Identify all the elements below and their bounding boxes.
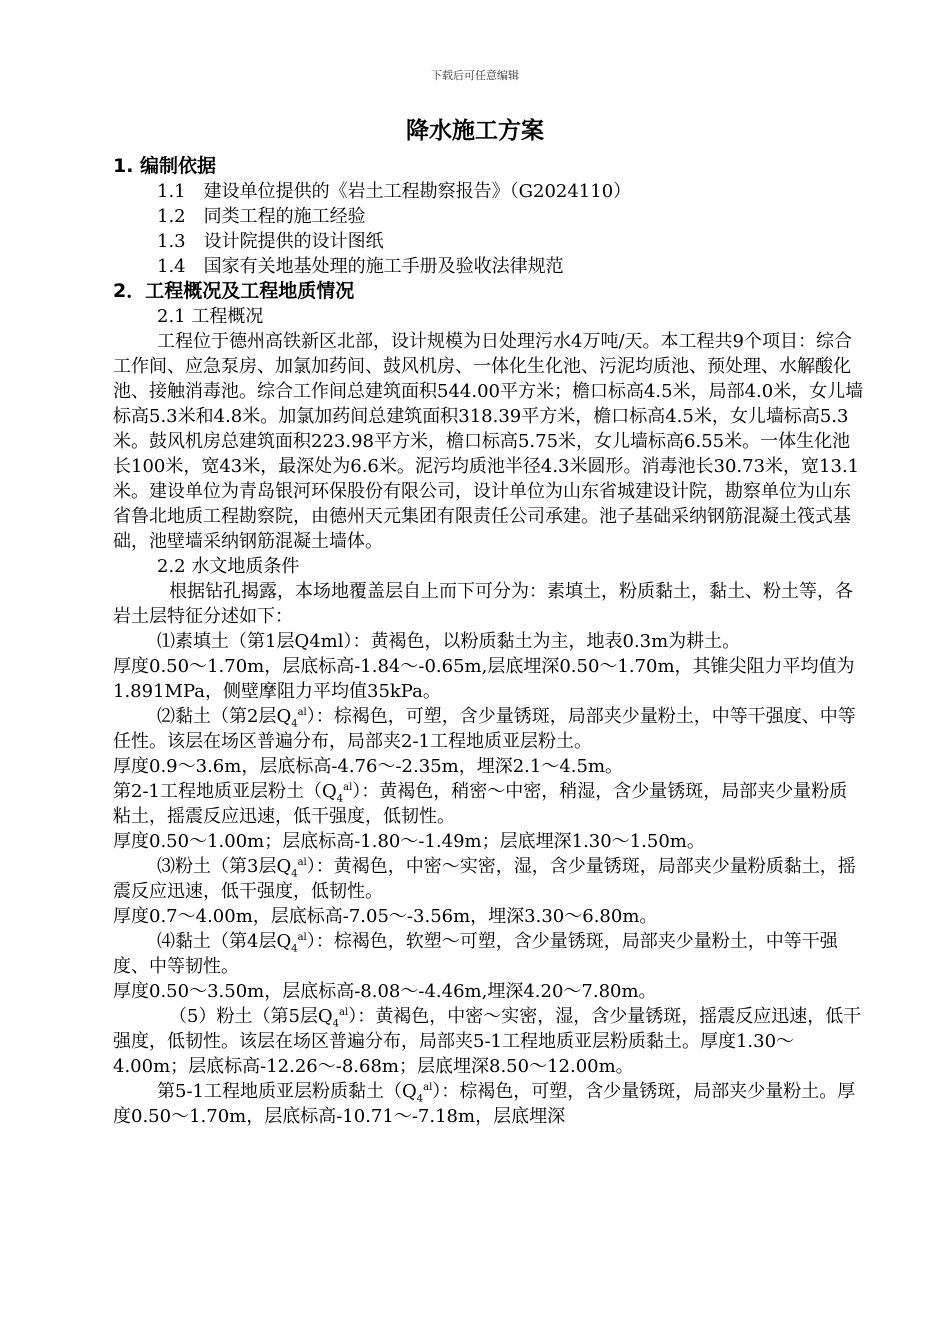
layer-5-1-description: 第5-1工程地质亚层粉质黏土$(Q_4^{al})$：棕褐色，可塑，含少量锈斑，局部夹少量粉土。厚度0.50～1.70m，层底标高-10.71～-7.18m，层底埋深 <box>113 1081 856 1127</box>
page-title: 降水施工方案 <box>406 118 544 144</box>
subsection-heading-2-2: 2.2 水文地质条件 <box>157 556 300 577</box>
layer-3-description: ⑶粉土（第3层$Q_4^{al}$）：黄褐色，中密～实密，湿，含少量锈斑，局部夹少量粉质黏土，摇震反应迅速，低干强度，低韧性。 <box>113 856 856 902</box>
layer-2-description: ⑵黏土（第2层$Q_4^{al}$）：棕褐色，可塑，含少量锈斑，局部夹少量粉土，中等干强度、中等任性。该层在场区普遍分布，局部夹2-1工程地质亚层粉土。 <box>113 706 856 752</box>
subsection-heading-2-1: 2.1 工程概况 <box>157 306 264 327</box>
basis-item-4: 1.4 国家有关地基处理的施工手册及验收法律规范 <box>157 256 564 277</box>
layer-2-1-thickness: 厚度0.50～1.00m；层底标高-1.80～-1.49m；层底埋深1.30～1.50m。 <box>113 831 705 852</box>
layer-4-thickness: 厚度0.50～3.50m，层底标高-8.08～-4.46m,埋深4.20～7.80m。 <box>113 981 657 1002</box>
basis-item-1: 1.1 建设单位提供的《岩土工程勘察报告》（G2024110） <box>157 181 632 202</box>
layer-3-thickness: 厚度0.7～4.00m，层底标高-7.05～-3.56m，埋深3.30～6.80m。 <box>113 906 658 927</box>
basis-item-2: 1.2 同类工程的施工经验 <box>157 206 366 227</box>
project-overview-paragraph: 工程位于德州高铁新区北部，设计规模为日处理污水4万吨/天。本工程共9个项目：综合工作间、应急泵房、加氯加药间、鼓风机房、一体化生化池、污泥均质池、预处理、水解酸化池、接触消毒池。综合工作间总建筑面积544.00平方米；檐口标高4.5米，局部4.0米，女儿墙标高5.3米和4.8米。加氯加药间总建筑面积318.39平方米，檐口标高4.5米，女儿墙标高5.3米。鼓风机房总建筑面积223.98平方米，檐口标高5.75米，女儿墙标高6.55米。一体生化池长100米，宽43米，最深处为6.6米。泥污均质池半径4.3米圆形。消毒池长30.73米，宽13.1米。建设单位为青岛银河环保股份有限公司，设计单位为山东省城建设计院，勘察单位为山东省鲁北地质工程勘察院，由德州天元集团有限责任公司承建。池子基础采纳钢筋混凝土筏式基础，池壁墙采纳钢筋混凝土墙体。 <box>113 331 864 552</box>
layer-1-description: ⑴素填土（第1层Q4ml）：黄褐色，以粉质黏土为主，地表0.3m为耕土。 <box>157 631 741 652</box>
section-heading-1: 1. 编制依据 <box>113 155 217 177</box>
hydro-intro-paragraph: 根据钻孔揭露，本场地覆盖层自上而下可分为：素填土，粉质黏土，黏土、粉土等，各岩土层特征分述如下： <box>113 581 853 627</box>
basis-item-3: 1.3 设计院提供的设计图纸 <box>157 231 384 252</box>
header-note: 下载后可任意编辑 <box>431 69 519 82</box>
section-heading-2: 2．工程概况及工程地质情况 <box>113 280 355 302</box>
layer-5-description: （5）粉土（第5层$Q_4^{al}$）：黄褐色，中密～实密，湿，含少量锈斑，摇震反应迅速，低干强度，低韧性。该层在场区普遍分布，局部夹5-1工程地质亚层粉质黏土。厚度1.30～4.00m；层底标高-12.26～-8.68m；层底埋深8.50～12.00m。 <box>113 1006 862 1077</box>
layer-2-thickness: 厚度0.9～3.6m，层底标高-4.76～-2.35m，埋深2.1～4.5m。 <box>113 756 624 777</box>
document-body <box>113 154 865 1129</box>
layer-2-1-description: 第2-1工程地质亚层粉土$(Q_4^{al})$：黄褐色，稍密～中密，稍湿，含少量锈斑，局部夹少量粉质粘土，摇震反应迅速，低干强度，低韧性。 <box>113 781 848 827</box>
layer-1-thickness: 厚度0.50～1.70m，层底标高-1.84～-0.65m,层底埋深0.50～1.70m，其锥尖阻力平均值为1.891MPa，侧壁摩阻力平均值35kPa。 <box>113 656 855 702</box>
layer-4-description: ⑷黏土（第4层$Q_4^{al}$）：棕褐色，软塑～可塑，含少量锈斑，局部夹少量粉土，中等干强度、中等韧性。 <box>113 931 838 977</box>
